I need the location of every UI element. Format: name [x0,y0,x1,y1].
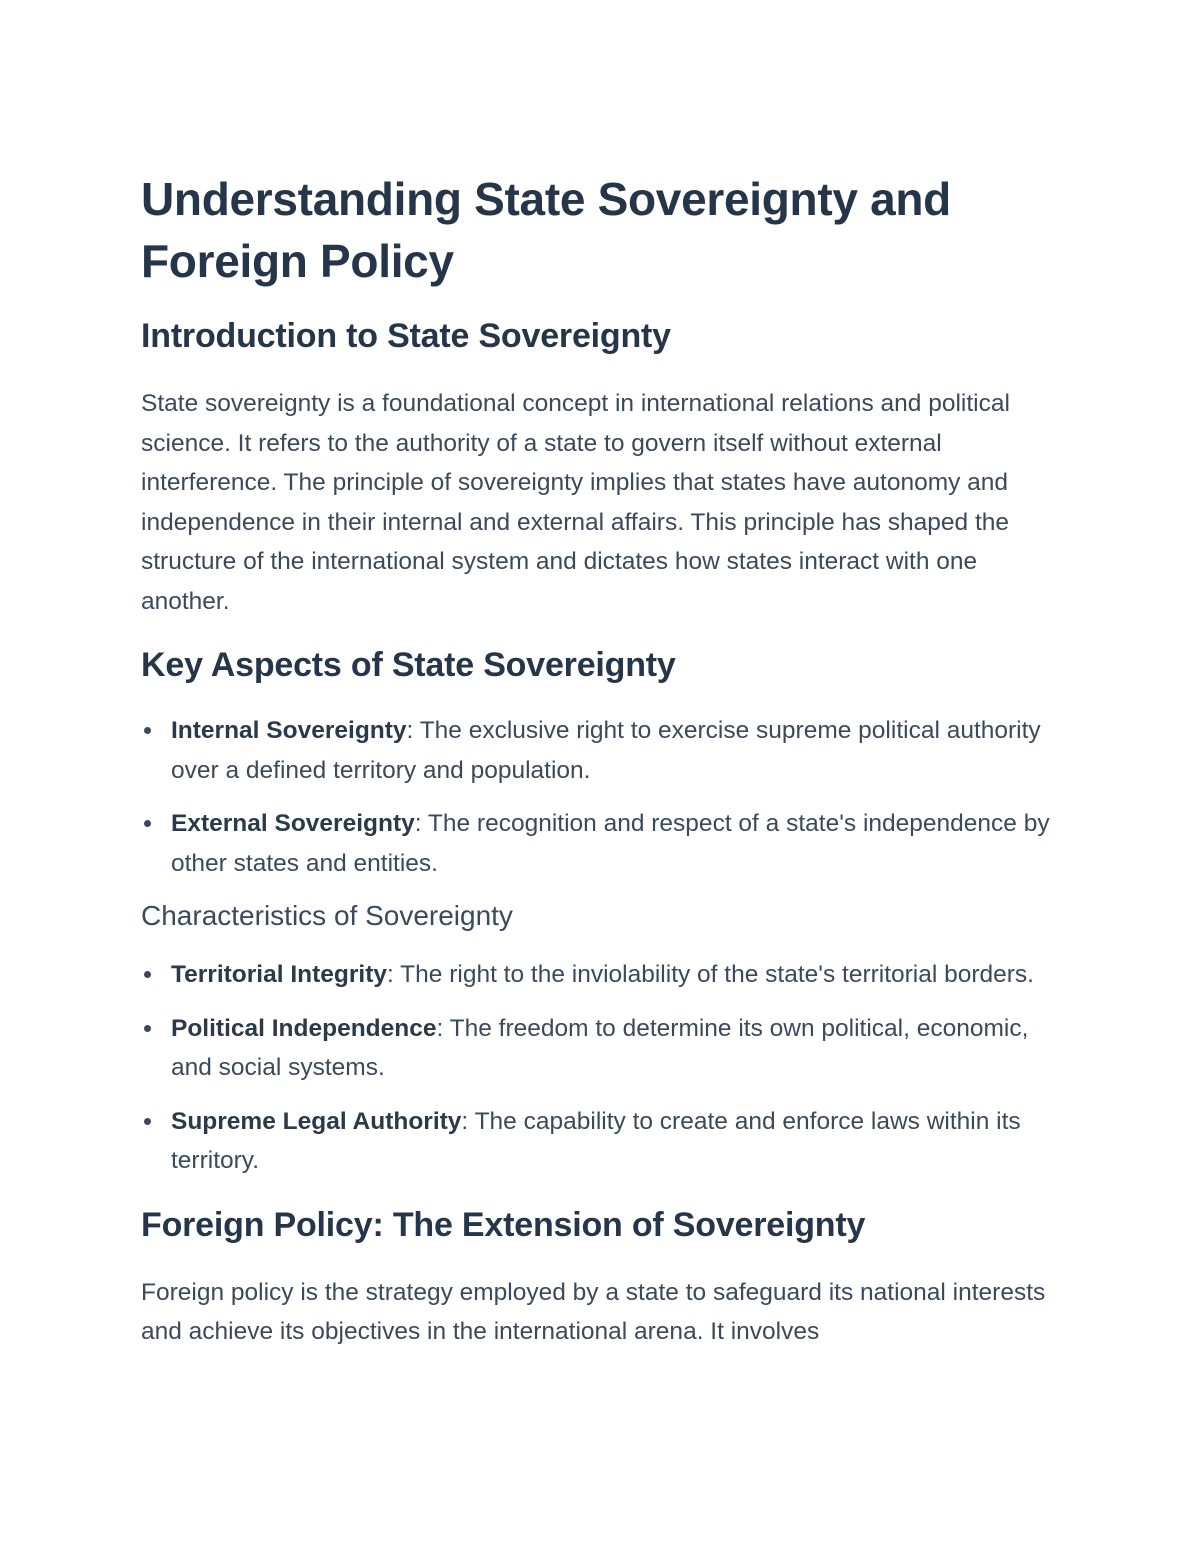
bullet-icon [144,727,151,734]
document-title: Understanding State Sovereignty and Foreign Policy [141,173,951,287]
foreign-policy-paragraph: Foreign policy is the strategy employed by a state to safeguard its national interests and achieve its objectives in the international arena. It involves [141,1278,1046,1345]
list-item [141,955,1071,995]
list-item-description: : The capability to create and enforce laws within its territory. [171,1107,1021,1174]
introduction-paragraph: State sovereignty is a foundational concept in international relations and political science. It refers to the authority of a state to govern itself without external interference. The principle of sovereignty implies that states have autonomy and independence in their internal and external affairs. This principle has shaped the structure of the international system and dictates how states interact with one another. [141,390,1010,615]
section-heading-foreign-policy: Foreign Policy: The Extension of Sovereignty [141,1205,866,1244]
list-item-description: : The recognition and respect of a state's independence by other states and entities. [171,810,1050,877]
list-item-term: Territorial Integrity [171,961,388,988]
list-item [141,1102,1071,1181]
subsection-heading-characteristics: Characteristics of Sovereignty [141,900,513,931]
bullet-icon [144,1025,151,1032]
list-item-description: : The right to the inviolability of the state's territorial borders. [387,961,1034,988]
list-item [141,804,1071,883]
bullet-icon [144,820,151,827]
list-item-term: Supreme Legal Authority [171,1107,462,1135]
list-item-term: Internal Sovereignty [171,717,407,744]
bullet-icon [144,971,151,978]
list-item-description: : The exclusive right to exercise supreme political authority over a defined territory and population. [171,717,1041,784]
list-item [141,711,1071,790]
list-item-description: : The freedom to determine its own political, economic, and social systems. [171,1014,1029,1081]
list-item-term: External Sovereignty [171,810,415,837]
bullet-icon [144,1118,151,1125]
characteristics-list [141,955,1071,1181]
section-heading-introduction: Introduction to State Sovereignty [141,317,671,355]
section-heading-key-aspects: Key Aspects of State Sovereignty [141,646,676,684]
list-item-term: Political Independence [171,1014,437,1042]
list-item [141,1009,1071,1088]
document-page [141,168,1071,1352]
key-aspects-list [141,711,1071,883]
